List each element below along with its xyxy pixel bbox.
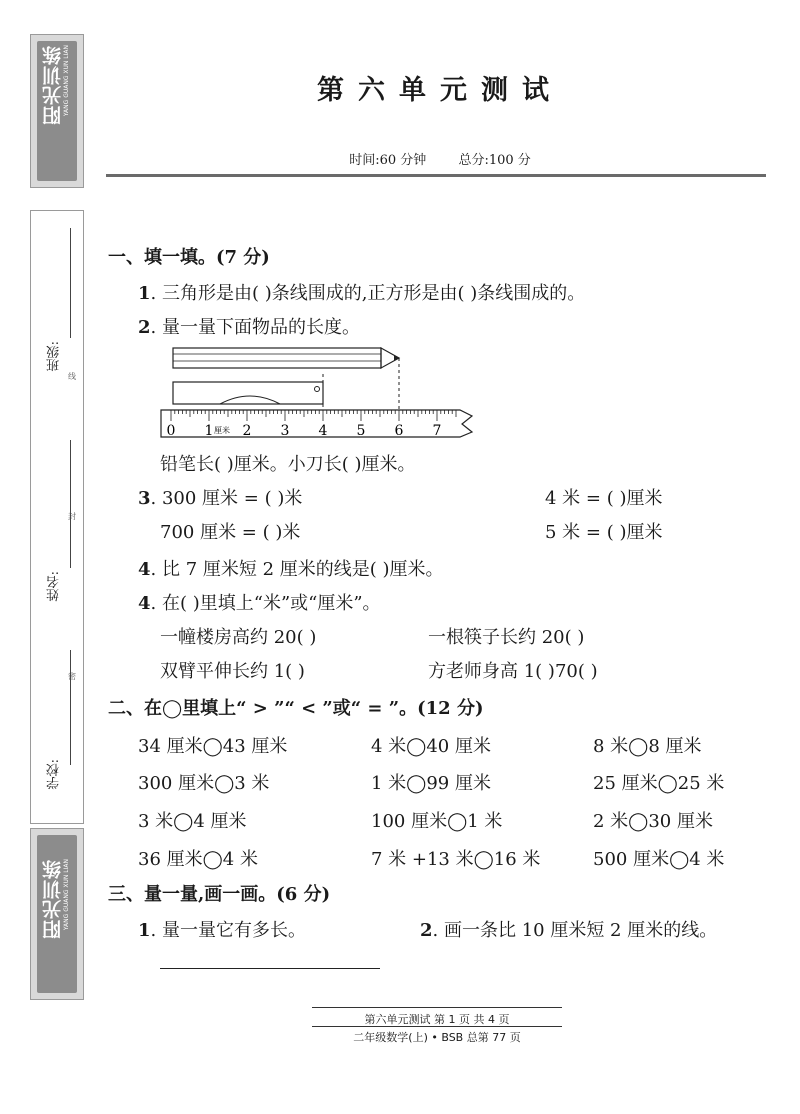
seal-mark: 封 — [68, 512, 76, 521]
measure-line — [160, 968, 380, 969]
ruler-label-1: 1 — [204, 423, 214, 439]
section1-heading: 一、填一填。(7 分) — [108, 247, 270, 268]
q5-c: 双臂平伸长约 1( ) — [160, 661, 305, 682]
compare-r4c3: 500 厘米◯4 米 — [593, 849, 725, 870]
s3-q2-text: . 画一条比 10 厘米短 2 厘米的线。 — [432, 920, 718, 941]
compare-r2c3: 25 厘米◯25 米 — [593, 773, 725, 794]
q1 — [138, 279, 585, 305]
compare-r3c2: 100 厘米◯1 米 — [371, 811, 503, 832]
q1-text: . 三角形是由( )条线围成的,正方形是由( )条线围成的。 — [150, 283, 586, 304]
s3-q2 — [420, 916, 717, 942]
q3-d: 5 米 = ( )厘米 — [545, 522, 663, 543]
section3-heading: 三、量一量,画一画。(6 分) — [108, 884, 331, 905]
ruler-label-3: 3 — [280, 423, 290, 439]
footer-rule-top — [312, 1007, 562, 1008]
ruler-figure — [160, 344, 480, 442]
ruler-unit: 厘米 — [214, 426, 230, 435]
compare-r4c2: 7 米 +13 米◯16 米 — [371, 849, 541, 870]
footer-line1: 第六单元测试 第 1 页 共 4 页 — [364, 1013, 510, 1026]
compare-r3c1: 3 米◯4 厘米 — [138, 811, 247, 832]
exam-score: 总分:100 分 — [458, 153, 531, 168]
name-fill-line[interactable] — [70, 440, 71, 568]
q3-number: 3 — [138, 488, 151, 509]
compare-r2c1: 300 厘米◯3 米 — [138, 773, 270, 794]
ruler-label-4: 4 — [318, 423, 328, 439]
secret-mark: 密 — [68, 672, 76, 681]
page-title: 第六单元测试 — [317, 75, 563, 106]
q1-number: 1 — [138, 283, 151, 304]
q5-number: 4 — [138, 593, 151, 614]
logo-subtext: YANG GUANG XUN LIAN — [63, 45, 70, 117]
q5-a: 一幢楼房高约 20( ) — [160, 627, 317, 648]
compare-r1c2: 4 米◯40 厘米 — [371, 736, 491, 757]
school-label: 学校: — [47, 759, 62, 790]
footer-rule-mid — [312, 1026, 562, 1027]
pencil-drawing — [173, 348, 399, 368]
ruler-label-2: 2 — [242, 423, 252, 439]
ruler-label-5: 5 — [356, 423, 366, 439]
s3-q1-number: 1 — [138, 920, 151, 941]
ruler-label-0: 0 — [166, 423, 176, 439]
q4 — [138, 555, 444, 581]
compare-r3c3: 2 米◯30 厘米 — [593, 811, 713, 832]
compare-r4c1: 36 厘米◯4 米 — [138, 849, 258, 870]
q3-a-text: . 300 厘米 = ( )米 — [150, 488, 303, 509]
q2-answer: 铅笔长( )厘米。小刀长( )厘米。 — [160, 454, 416, 475]
ruler-label-6: 6 — [394, 423, 404, 439]
q3-a — [138, 484, 302, 510]
q5-text: . 在( )里填上“米”或“厘米”。 — [150, 593, 381, 614]
q2-number: 2 — [138, 317, 151, 338]
sidebar-logo-bottom — [30, 828, 84, 1000]
q4-text: . 比 7 厘米短 2 厘米的线是( )厘米。 — [150, 559, 444, 580]
q5 — [138, 589, 381, 615]
q3-c: 700 厘米 = ( )米 — [160, 522, 301, 543]
logo-text: 阳光训练 — [42, 859, 64, 939]
section2-heading: 二、在◯里填上“ > ”“ < ”或“ = ”。(12 分) — [108, 698, 484, 719]
logo-subtext: YANG GUANG XUN LIAN — [63, 859, 70, 931]
compare-r1c3: 8 米◯8 厘米 — [593, 736, 702, 757]
sidebar-logo-top — [30, 34, 84, 188]
compare-r1c1: 34 厘米◯43 厘米 — [138, 736, 288, 757]
q5-d: 方老师身高 1( )70( ) — [428, 661, 598, 682]
sidebar-student-info — [30, 210, 84, 824]
exam-time: 时间:60 分钟 — [349, 153, 427, 168]
logo-text: 阳光训练 — [42, 45, 64, 125]
q2-text: . 量一量下面物品的长度。 — [150, 317, 360, 338]
compare-r2c2: 1 米◯99 厘米 — [371, 773, 491, 794]
line-mark: 线 — [68, 372, 76, 381]
knife-drawing — [173, 382, 323, 404]
class-fill-line[interactable] — [70, 228, 71, 338]
class-label: 班级: — [47, 341, 62, 372]
header-rule — [106, 174, 766, 177]
exam-meta — [110, 149, 770, 168]
q5-b: 一根筷子长约 20( ) — [428, 627, 585, 648]
q2 — [138, 313, 360, 339]
school-fill-line[interactable] — [70, 650, 71, 765]
s3-q1-text: . 量一量它有多长。 — [150, 920, 306, 941]
name-label: 姓名: — [47, 571, 62, 602]
q4-number: 4 — [138, 559, 151, 580]
q3-b: 4 米 = ( )厘米 — [545, 488, 663, 509]
s3-q1 — [138, 916, 306, 942]
footer-line2: 二年级数学(上) • BSB 总第 77 页 — [353, 1031, 521, 1044]
s3-q2-number: 2 — [420, 920, 433, 941]
ruler-label-7: 7 — [432, 423, 442, 439]
